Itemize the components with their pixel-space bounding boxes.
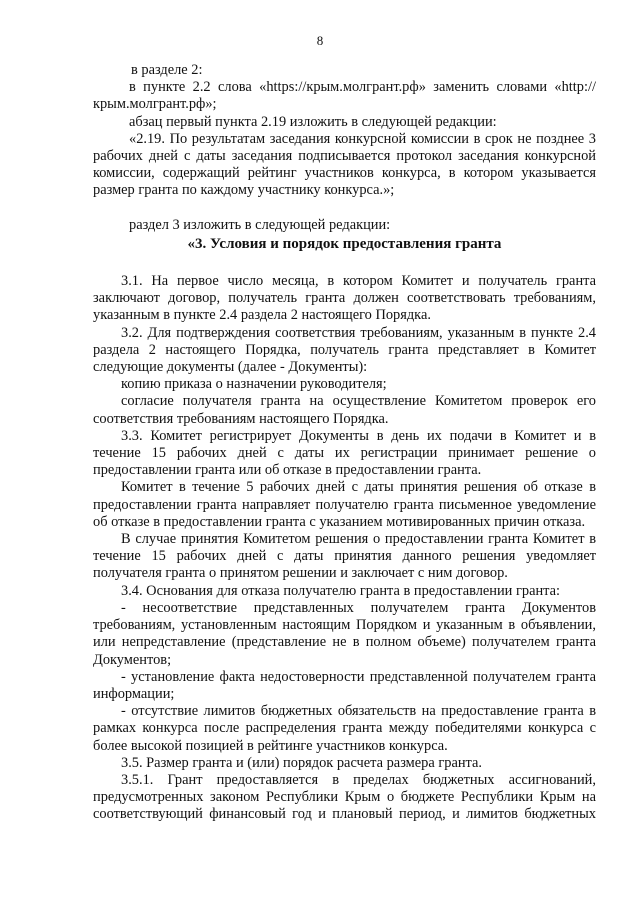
paragraph: в разделе 2: bbox=[131, 62, 203, 78]
paragraph: копию приказа о назначении руководителя; bbox=[121, 376, 387, 393]
blank-line bbox=[93, 200, 596, 217]
paragraph: - несоответствие представленных получателем гранта Документов требованиям, установленным настоящим Порядком и указанным в объявлении, или непредставление (представление не в полном объеме) получателем гранта Документов; bbox=[93, 599, 596, 668]
paragraph: Комитет в течение 5 рабочих дней с даты принятия решения об отказе в предоставлении гранта направляет получателю гранта письменное уведомление об отказе в предоставлении гранта с указанием мотивированных причин отказа. bbox=[93, 479, 596, 530]
paragraph: абзац первый пункта 2.19 изложить в следующей редакции: bbox=[129, 113, 497, 130]
paragraph: - установление факта недостоверности представленной получателем гранта информации; bbox=[93, 668, 596, 702]
paragraph: 3.5. Размер гранта и (или) порядок расчета размера гранта. bbox=[121, 754, 482, 771]
paragraph: «2.19. По результатам заседания конкурсной комиссии в срок не позднее 3 рабочих дней с даты заседания подписывается протокол заседания конкурсной комиссии, содержащий рейтинг участников конкурса, в котором указывается размер гранта по каждому участнику конкурса.»; bbox=[93, 130, 596, 199]
page-number: 8 bbox=[316, 33, 324, 48]
paragraph: согласие получателя гранта на осуществление Комитетом проверок его соответствия требованиям настоящего Порядка. bbox=[93, 393, 596, 427]
paragraph: 3.5.1. Грант предоставляется в пределах бюджетных ассигнований, предусмотренных законом Республики Крым о бюджете Республики Крым на соответствующий финансовый год и плановый период, и лимитов бюджетных bbox=[93, 771, 596, 823]
document-body bbox=[93, 62, 596, 824]
paragraph: 3.1. На первое число месяца, в котором Комитет и получатель гранта заключают договор, получатель гранта должен соответствовать требованиям, указанным в пункте 2.4 раздела 2 настоящего Порядка. bbox=[93, 273, 596, 324]
paragraph: - отсутствие лимитов бюджетных обязательств на предоставление гранта в рамках конкурса после распределения гранта между победителями конкурса с более высокой позицией в рейтинге участников конкурса. bbox=[93, 703, 596, 754]
paragraph: 3.2. Для подтверждения соответствия требованиям, указанным в пункте 2.4 раздела 2 настоящего Порядка, получатель гранта представляет в Комитет следующие документы (далее - Документы): bbox=[93, 324, 596, 376]
paragraph: 3.3. Комитет регистрирует Документы в день их подачи в Комитет и в течение 15 рабочих дней с даты их регистрации принимает решение о предоставлении гранта или об отказе в предоставлении гранта. bbox=[93, 427, 596, 479]
paragraph: раздел 3 изложить в следующей редакции: bbox=[129, 216, 391, 233]
paragraph: 3.4. Основания для отказа получателю гранта в предоставлении гранта: bbox=[121, 582, 561, 599]
paragraph: в пункте 2.2 слова «https://крым.молгрант.рф» заменить словами «http://крым.молгрант.рф»; bbox=[93, 79, 596, 113]
paragraph: В случае принятия Комитетом решения о предоставлении гранта Комитет в течение 15 рабочих дней с даты принятия данного решения уведомляет получателя гранта о принятом решении и заключает с ним договор. bbox=[93, 531, 596, 582]
section-heading: «3. Условия и порядок предоставления гранта bbox=[187, 235, 502, 252]
